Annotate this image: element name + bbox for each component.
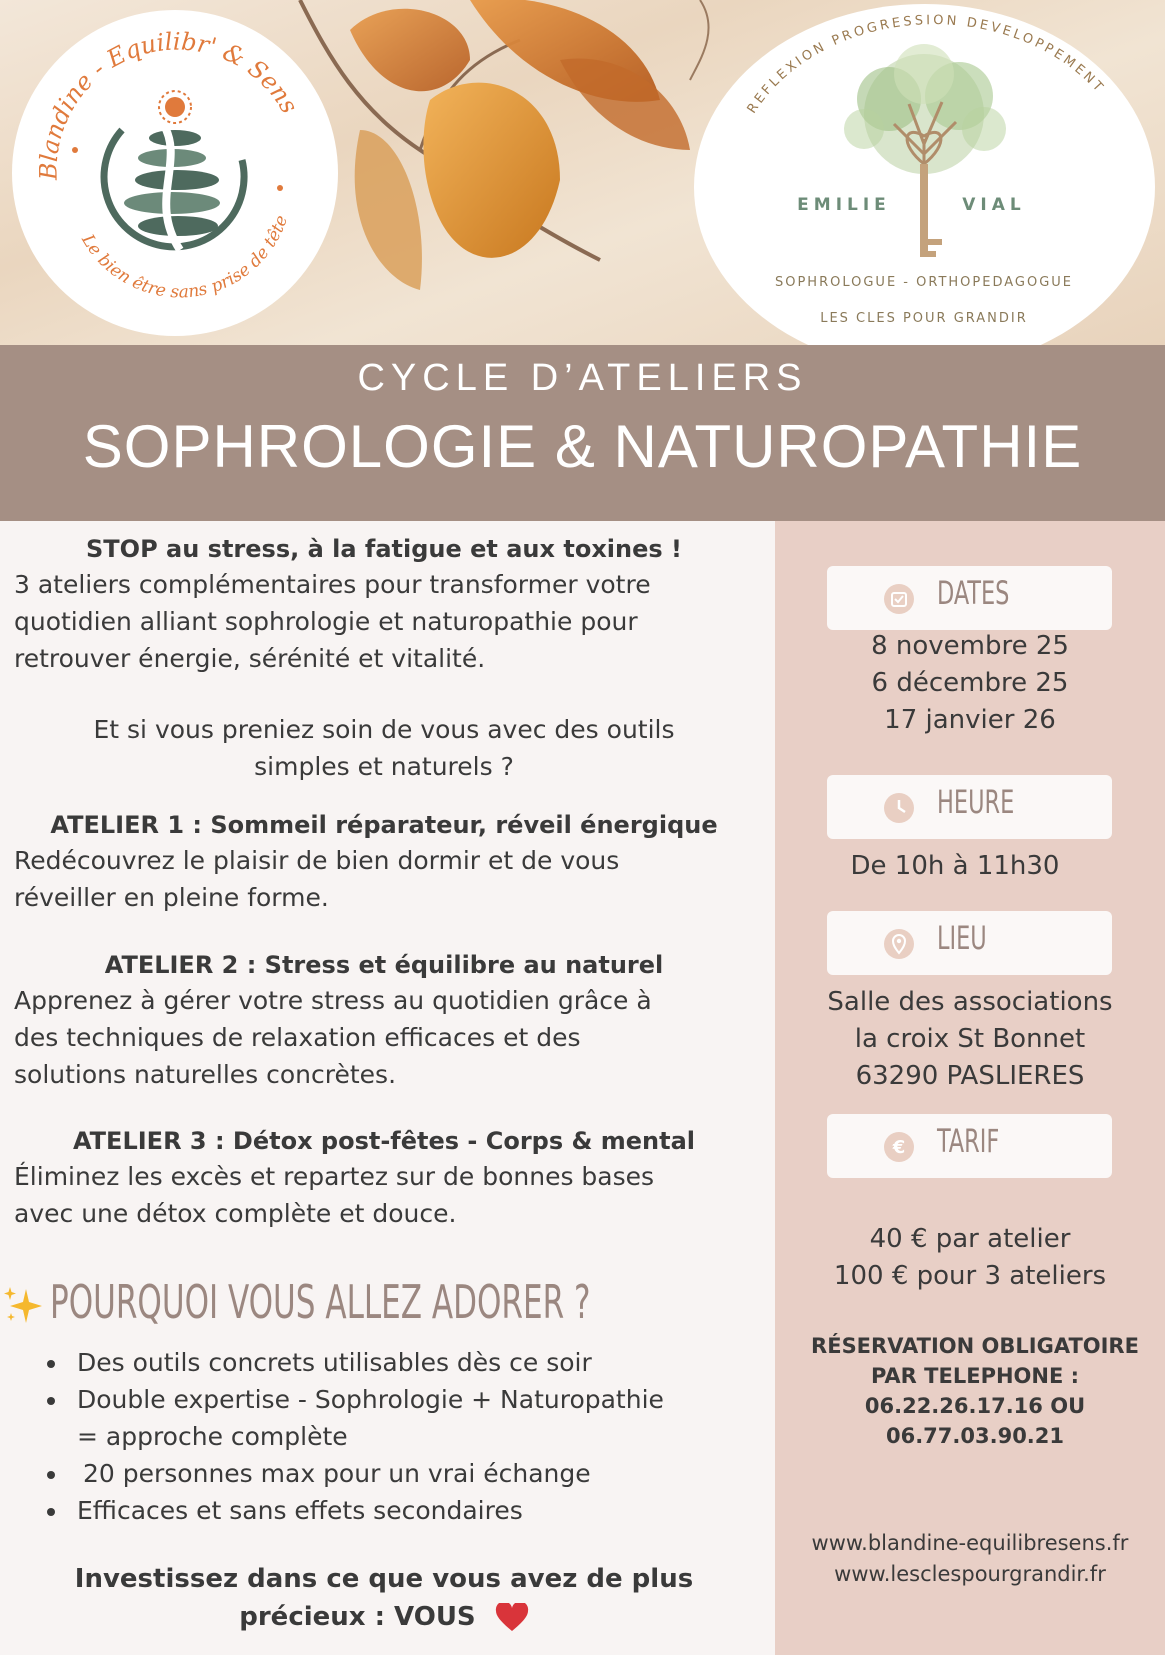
closing-line-2: précieux : VOUS — [239, 1602, 476, 1632]
atelier-3-title: ATELIER 3 : Détox post-fêtes - Corps & mental — [72, 1127, 696, 1155]
location-pin-icon — [883, 928, 915, 960]
lieu-line-1: Salle des associations — [827, 987, 1113, 1017]
dates-box — [827, 566, 1112, 630]
hero-banner — [0, 0, 1165, 345]
lieu-address — [775, 984, 1165, 1095]
blandine-logo — [12, 10, 338, 336]
intro-line-3: retrouver énergie, sérénité et vitalité. — [14, 644, 486, 673]
intro-question — [14, 711, 754, 785]
list-item: 20 personnes max pour un vrai échange — [45, 1455, 765, 1492]
intro-section — [14, 532, 754, 677]
calendar-icon — [883, 583, 915, 615]
atelier-3-line-1: Éliminez les excès et repartez sur de bonnes bases — [14, 1162, 655, 1191]
reservation-line-2: PAR TELEPHONE : — [870, 1364, 1080, 1388]
tree-key-icon — [844, 44, 1006, 257]
dates-label: DATES — [937, 574, 1010, 612]
atelier-2-line-1: Apprenez à gérer votre stress au quotidien grâce à — [14, 986, 652, 1015]
atelier-2 — [14, 948, 754, 1093]
intro-line-1: 3 ateliers complémentaires pour transformer votre — [14, 570, 651, 599]
atelier-3 — [14, 1124, 754, 1232]
intro-headline: STOP au stress, à la fatigue et aux toxines ! — [86, 535, 682, 563]
atelier-1 — [14, 808, 754, 916]
question-line-1: Et si vous preniez soin de vous avec des outils — [93, 715, 675, 744]
lieu-box — [827, 911, 1112, 975]
heure-box — [827, 775, 1112, 839]
lieu-line-3: 63290 PASLIERES — [855, 1061, 1085, 1091]
atelier-1-line-2: réveiller en pleine forme. — [14, 883, 329, 912]
atelier-1-line-1: Redécouvrez le plaisir de bien dormir et de vous — [14, 846, 620, 875]
closing-message — [14, 1560, 754, 1636]
benefits-list — [45, 1344, 765, 1529]
title-cycle: CYCLE D’ATELIERS — [357, 357, 808, 399]
date-1: 8 novembre 25 — [871, 631, 1069, 661]
website-link-2[interactable]: www.lesclespourgrandir.fr — [834, 1562, 1106, 1586]
atelier-2-title: ATELIER 2 : Stress et équilibre au naturel — [104, 951, 664, 979]
phone-number-1: 06.22.26.17.16 OU — [864, 1394, 1086, 1418]
logo-right-profession: SOPHROLOGUE - ORTHOPEDAGOGUE — [774, 275, 1074, 290]
logo-right-tagline: LES CLES POUR GRANDIR — [820, 311, 1028, 326]
heart-icon — [495, 1603, 529, 1633]
lieu-line-2: la croix St Bonnet — [854, 1024, 1086, 1054]
clock-icon — [883, 792, 915, 824]
list-item: Des outils concrets utilisables dès ce soir — [45, 1344, 765, 1381]
atelier-2-line-2: des techniques de relaxation efficaces et des — [14, 1023, 581, 1052]
reservation-info — [780, 1331, 1165, 1451]
atelier-3-line-2: avec une détox complète et douce. — [14, 1199, 457, 1228]
tarif-line-2: 100 € pour 3 ateliers — [833, 1261, 1107, 1291]
page-title: SOPHROLOGIE & NATUROPATHIE — [82, 413, 1083, 480]
emilie-vial-logo — [694, 4, 1155, 345]
logo-left-slogan: Le bien être sans prise de tête — [77, 212, 293, 303]
tarif-label: TARIF — [937, 1122, 1000, 1160]
question-line-2: simples et naturels ? — [254, 752, 514, 781]
heure-label: HEURE — [937, 783, 1015, 821]
atelier-1-title: ATELIER 1 : Sommeil réparateur, réveil énergique — [50, 811, 718, 839]
svg-text:€: € — [892, 1137, 906, 1158]
logo-right-last-name: VIAL — [962, 195, 1026, 215]
intro-line-2: quotidien alliant sophrologie et naturopathie pour — [14, 607, 638, 636]
list-item: Double expertise - Sophrologie + Naturopathie — [45, 1381, 765, 1418]
pourquoi-heading — [0, 1275, 760, 1335]
dates-list — [775, 628, 1165, 739]
logo-left-name: Blandine - Equilibr' & Sens — [34, 27, 304, 181]
euro-icon — [883, 1131, 915, 1163]
list-item: Efficaces et sans effets secondaires — [45, 1492, 765, 1529]
tarif-values — [775, 1221, 1165, 1295]
date-3: 17 janvier 26 — [884, 705, 1056, 735]
pourquoi-title: POURQUOI VOUS ALLEZ ADORER ? — [50, 1275, 591, 1329]
atelier-2-line-3: solutions naturelles concrètes. — [14, 1060, 397, 1089]
sparkles-icon — [2, 1285, 44, 1327]
heure-value: De 10h à 11h30 — [850, 851, 1060, 881]
websites — [775, 1528, 1165, 1590]
tarif-line-1: 40 € par atelier — [869, 1224, 1071, 1254]
list-item-continuation: = approche complète — [77, 1422, 348, 1451]
tarif-box — [827, 1114, 1112, 1178]
closing-line-1: Investissez dans ce que vous avez de plus — [74, 1564, 694, 1594]
logo-right-arc-text: REFLEXION PROGRESSION DEVELOPPEMENT — [744, 13, 1108, 117]
website-link-1[interactable]: www.blandine-equilibresens.fr — [811, 1531, 1129, 1555]
logo-right-first-name: EMILIE — [797, 195, 891, 215]
phone-number-2: 06.77.03.90.21 — [885, 1424, 1065, 1448]
date-2: 6 décembre 25 — [871, 668, 1069, 698]
lieu-label: LIEU — [937, 919, 987, 957]
reservation-line-1: RÉSERVATION OBLIGATOIRE — [811, 1334, 1139, 1358]
